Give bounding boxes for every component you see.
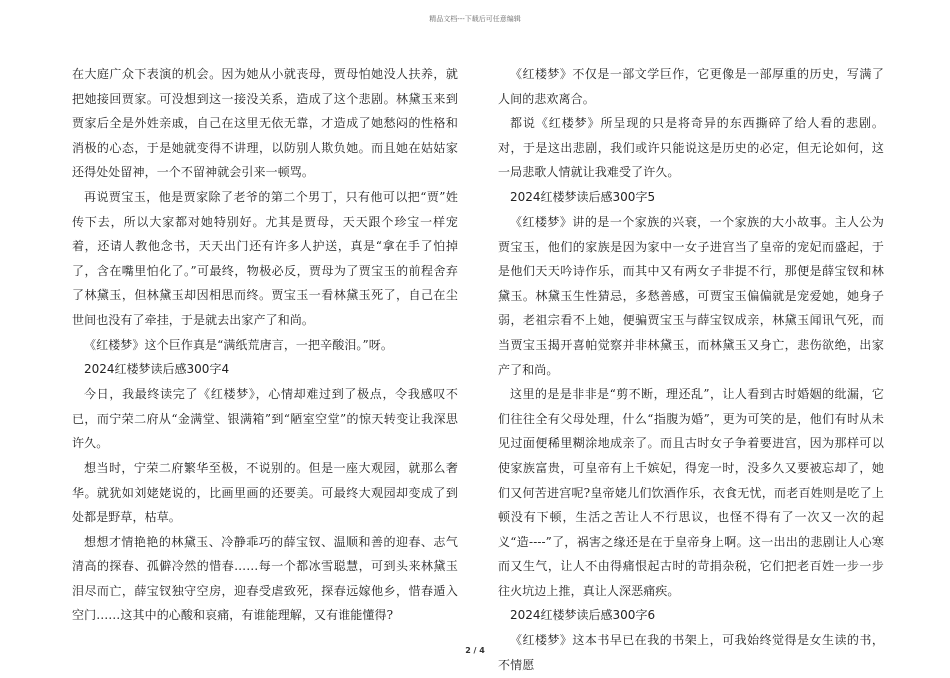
section-heading: 2024红楼梦读后感300字4 [84, 362, 230, 377]
paragraph: 《红楼梦》讲的是一个家族的兴衰，一个家族的大小故事。主人公为贾宝玉，他们的家族是因为家中一女子进宫当了皇帝的宠妃而盛起，于是他们天天吟诗作乐，而其中又有两女子非提不行，那便是薛宝钗和林黛玉。林黛玉生性猜忌，多愁善感，可贾宝玉偏偏就是宠爱她，她身子弱，老祖宗看不上她，便骗贾宝玉与薛宝钗成亲，林黛玉闻讯气死，而当贾宝玉揭开喜帕觉察并非林黛玉，而林黛玉又身亡，悲伤欲绝，出家产了和尚。 [498, 214, 884, 377]
paragraph: 在大庭广众下表演的机会。因为她从小就丧母，贾母怕她没人扶养，就把她接回贾家。可没想到这一接没关系，造成了这个悲剧。林黛玉来到贾家后全是外姓亲戚，自己在这里无依无靠，才造成了她愁闷的性格和消极的心态，于是她就变得不讲理，以防别人欺负她。而且她在姑姑家还得处处留神，一个不留神就会引来一顿骂。 [72, 67, 458, 180]
paragraph: 都说《红楼梦》所呈现的只是将奇异的东西撕碎了给人看的悲剧。对，于是这出悲剧，我们或许只能说这是历史的必定，但无论如何，这一局悲歌人情就让我难受了许久。 [498, 116, 884, 180]
paragraph: 《红楼梦》不仅是一部文学巨作，它更像是一部厚重的历史，写满了人间的悲欢离合。 [498, 67, 884, 106]
page-header: 精品文档---下载后可任意编辑 [429, 15, 521, 23]
section-heading: 2024红楼梦读后感300字5 [510, 189, 656, 204]
paragraph: 再说贾宝玉，他是贾家除了老爷的第二个男丁，只有他可以把“贾”姓传下去，所以大家都对她特别好。尤其是贾母，天天跟个珍宝一样宠着，还请人教他念书，天天出门还有许多人护送，真是“拿在手了怕掉了，含在嘴里怕化了。”可最终，物极必反，贾母为了贾宝玉的前程舍弃了林黛玉，但林黛玉却因相思而终。贾宝玉一看林黛玉死了，自己在尘世间也没有了牵挂，于是就去出家产了和尚。 [72, 189, 458, 327]
right-column [498, 62, 884, 678]
paragraph: 想当时，宁荣二府繁华至极，不说别的。但是一座大观园，就那么奢华。就犹如刘姥姥说的，比画里画的还要美。可最终大观园却变成了到处都是野草，枯草。 [72, 460, 458, 525]
paragraph: 《红楼梦》这个巨作真是“满纸荒唐言，一把辛酸泪。”呀。 [84, 337, 393, 352]
page-number: 2 / 4 [465, 646, 485, 655]
section-heading: 2024红楼梦读后感300字6 [510, 608, 656, 623]
left-column [72, 62, 458, 628]
paragraph: 今日，我最终读完了《红楼梦》，心情却难过到了极点，令我感叹不已，而宁荣二府从“金满堂、银满箱”到“陋室空堂”的惊天转变让我深思许久。 [72, 387, 458, 451]
paragraph: 这里的是是非非是“剪不断，理还乱”，让人看到古时婚姻的纰漏，它们往往全有父母处理，什么“指腹为婚”，更为可笑的是，他们有时从未见过面便稀里糊涂地成亲了。而且古时女子争着要进宫，因为那样可以使家族富贵，可皇帝有上千嫔妃，得宠一时，没多久又要被忘却了，她们又何苦进宫呢?皇帝姥儿们饮酒作乐，衣食无忧，而老百姓则是吃了上顿没有下顿，生活之苦让人不行思议，也怪不得有了一次又一次的起义“造----”了，祸害之缘还是在于皇帝身上啊。这一出出的悲剧让人心寒而又生气，让人不由得痛恨起古时的苛捐杂税，它们把老百姓一步一步往火坑边上推，真让人深恶痛疾。 [498, 387, 884, 598]
paragraph: 《红楼梦》这本书早已在我的书架上，可我始终觉得是女生读的书，不情愿 [498, 633, 884, 673]
paragraph: 想想才情艳艳的林黛玉、冷静乖巧的薛宝钗、温顺和善的迎春、志气清高的探春、孤僻冷然的惜春……每一个都冰雪聪慧，可到头来林黛玉泪尽而亡，薛宝钗独守空房，迎春受虐致死，探春远嫁他乡，惜春遁入空门……这其中的心酸和哀痛，有谁能理解，又有谁能懂得? [72, 534, 458, 623]
